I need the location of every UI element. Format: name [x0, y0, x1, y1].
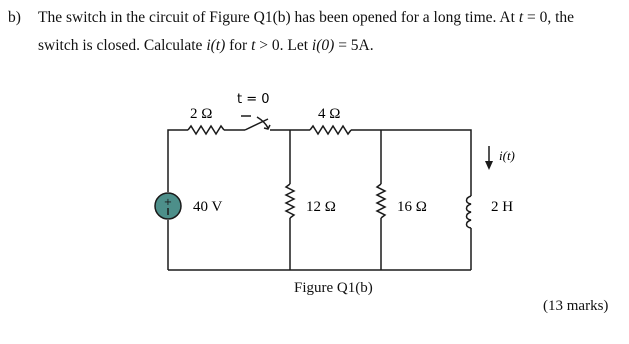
- current-arrow-icon: [485, 161, 493, 170]
- question-label: b): [8, 9, 21, 26]
- label-r4: 16 Ω: [397, 199, 427, 215]
- question-line2-for: for: [225, 37, 252, 54]
- question-line2-end: = 5A.: [334, 37, 374, 54]
- label-r1: 2 Ω: [190, 106, 213, 122]
- resistor-4-ohm: [310, 126, 351, 134]
- resistor-16-ohm: [377, 184, 385, 218]
- resistor-12-ohm: [286, 184, 294, 218]
- wire-right-top: [351, 130, 471, 196]
- figure-caption: Figure Q1(b): [294, 280, 373, 296]
- resistor-2-ohm: [188, 126, 224, 134]
- question-line1-end: = 0, the: [523, 9, 575, 26]
- current-function: i(t): [206, 37, 226, 54]
- source-plus-icon: +: [163, 197, 173, 208]
- label-current: i(t): [499, 148, 515, 163]
- wire-left-top: [168, 130, 188, 136]
- time-variable: t: [518, 9, 524, 26]
- question-line2-part: switch is closed. Calculate: [38, 37, 207, 54]
- marks-label: (13 marks): [543, 298, 609, 314]
- label-inductor: 2 H: [491, 199, 514, 215]
- label-switch: t = 0: [237, 92, 270, 107]
- time-variable-2: t: [251, 37, 256, 54]
- label-source: 40 V: [193, 199, 223, 215]
- inductor-2-h: [467, 196, 472, 228]
- initial-current: i(0): [311, 37, 335, 54]
- question-line2-let: > 0. Let: [255, 37, 312, 54]
- question-line1-part: The switch in the circuit of Figure Q1(b) has been opened for a long time. At: [38, 9, 519, 26]
- label-r2: 4 Ω: [318, 106, 341, 122]
- switch-arc-arrow: [257, 117, 268, 128]
- label-r3: 12 Ω: [306, 199, 336, 215]
